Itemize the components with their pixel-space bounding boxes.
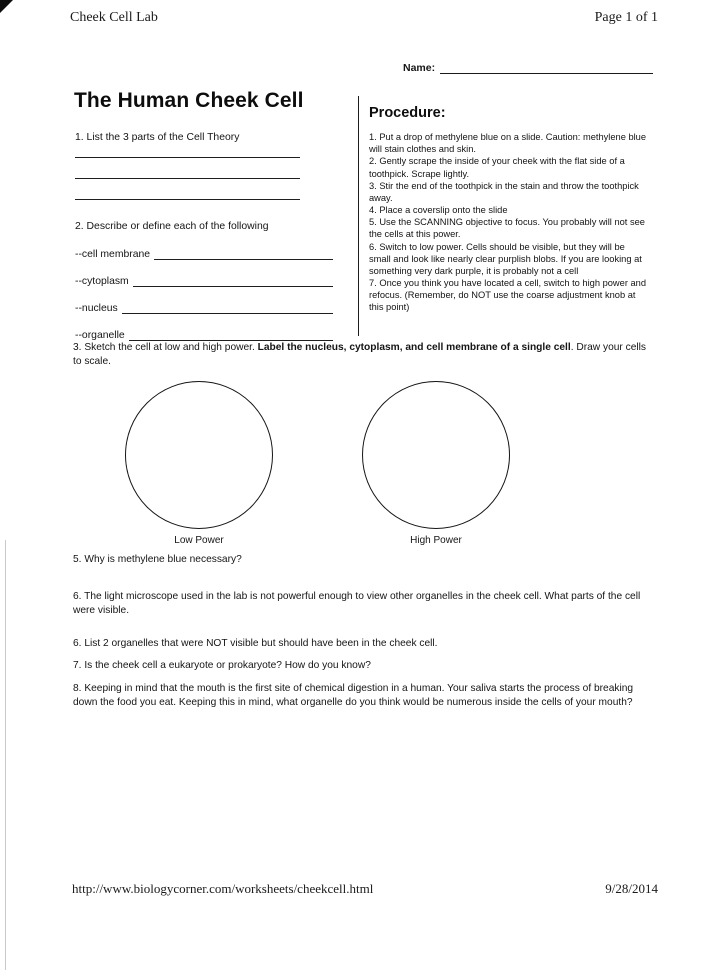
sub-item-label: --cytoplasm: [75, 276, 129, 288]
question-3-part-a: 3. Sketch the cell at low and high power.: [73, 342, 258, 353]
sub-item-label: --nucleus: [75, 303, 118, 315]
sub-item-answer-rule[interactable]: [122, 313, 333, 314]
procedure-step: 1. Put a drop of methylene blue on a slide. Caution: methylene blue will stain clothes and skin.: [369, 132, 647, 155]
name-field-label: Name:: [403, 62, 436, 74]
footer-date: 9/28/2014: [605, 881, 658, 896]
sub-item-label: --organelle: [75, 330, 125, 342]
procedure-column: [369, 105, 647, 314]
question-1-answer-lines: [75, 157, 343, 200]
scan-corner-artifact: [0, 0, 13, 13]
sub-item-cell-membrane[interactable]: [75, 249, 333, 261]
question-1-text: 1. List the 3 parts of the Cell Theory: [75, 132, 240, 143]
sub-item-cytoplasm[interactable]: [75, 276, 333, 288]
question-2-text: 2. Describe or define each of the following: [75, 221, 269, 233]
question-7-text: 7. Is the cheek cell a eukaryote or prokaryote? How do you know?: [73, 660, 371, 671]
header-document-label: Cheek Cell Lab: [70, 10, 158, 25]
question-5-text: 5. Why is methylene blue necessary?: [73, 554, 242, 565]
answer-line[interactable]: [75, 157, 300, 158]
left-column: [75, 131, 343, 342]
scan-edge-artifact: [5, 540, 6, 970]
procedure-heading: Procedure:: [369, 105, 446, 121]
question-3-bold-instruction: Label the nucleus, cytoplasm, and cell membrane of a single cell: [257, 342, 571, 353]
page-title: The Human Cheek Cell: [74, 89, 304, 112]
sketch-high-power[interactable]: [362, 381, 510, 546]
answer-line[interactable]: [75, 178, 300, 179]
question-6a-text: 6. The light microscope used in the lab is not powerful enough to view other organelles in the cheek cell. What parts of the cell were visible.: [73, 591, 641, 617]
sketch-circle[interactable]: [362, 381, 510, 529]
sketch-label: High Power: [410, 535, 462, 546]
question-3-part-b: . Draw your cells to scale.: [73, 342, 647, 367]
procedure-step: 7. Once you think you have located a cell, switch to high power and refocus. (Remember, do NOT use the coarse adjustment knob at this point): [369, 278, 647, 313]
column-divider: [358, 96, 359, 336]
procedure-step: 5. Use the SCANNING objective to focus. You probably will not see the cells at this power.: [369, 217, 645, 240]
procedure-step: 3. Stir the end of the toothpick in the stain and throw the toothpick away.: [369, 180, 639, 203]
question-6b-text: 6. List 2 organelles that were NOT visible but should have been in the cheek cell.: [73, 638, 438, 649]
sub-item-label: --cell membrane: [75, 249, 151, 261]
procedure-step: 6. Switch to low power. Cells should be visible, but they will be small and look like nearly clear purplish blobs. If you are looking at something very dark purple, it is probably not a cell: [369, 241, 642, 276]
sketch-circle[interactable]: [125, 381, 273, 529]
sub-item-answer-rule[interactable]: [133, 286, 333, 287]
name-field-rule[interactable]: [440, 73, 653, 74]
sub-item-nucleus[interactable]: [75, 303, 333, 315]
procedure-step: 4. Place a coverslip onto the slide: [369, 205, 508, 216]
footer-url: http://www.biologycorner.com/worksheets/cheekcell.html: [72, 881, 374, 896]
procedure-step: 2. Gently scrape the inside of your cheek with the flat side of a toothpick. Scrape lightly.: [369, 156, 625, 179]
answer-line[interactable]: [75, 199, 300, 200]
name-field[interactable]: [403, 62, 653, 75]
question-3-text: [73, 341, 651, 369]
question-8-text: 8. Keeping in mind that the mouth is the first site of chemical digestion in a human. Your saliva starts the process of breaking down the food you eat. Keeping this in mind, what organelle do you think would be numerous inside the cells of your mouth?: [73, 683, 634, 709]
sketch-label: Low Power: [174, 535, 224, 546]
sub-item-answer-rule[interactable]: [154, 259, 333, 260]
sketch-low-power[interactable]: [125, 381, 273, 546]
header-page-indicator: Page 1 of 1: [594, 10, 658, 25]
